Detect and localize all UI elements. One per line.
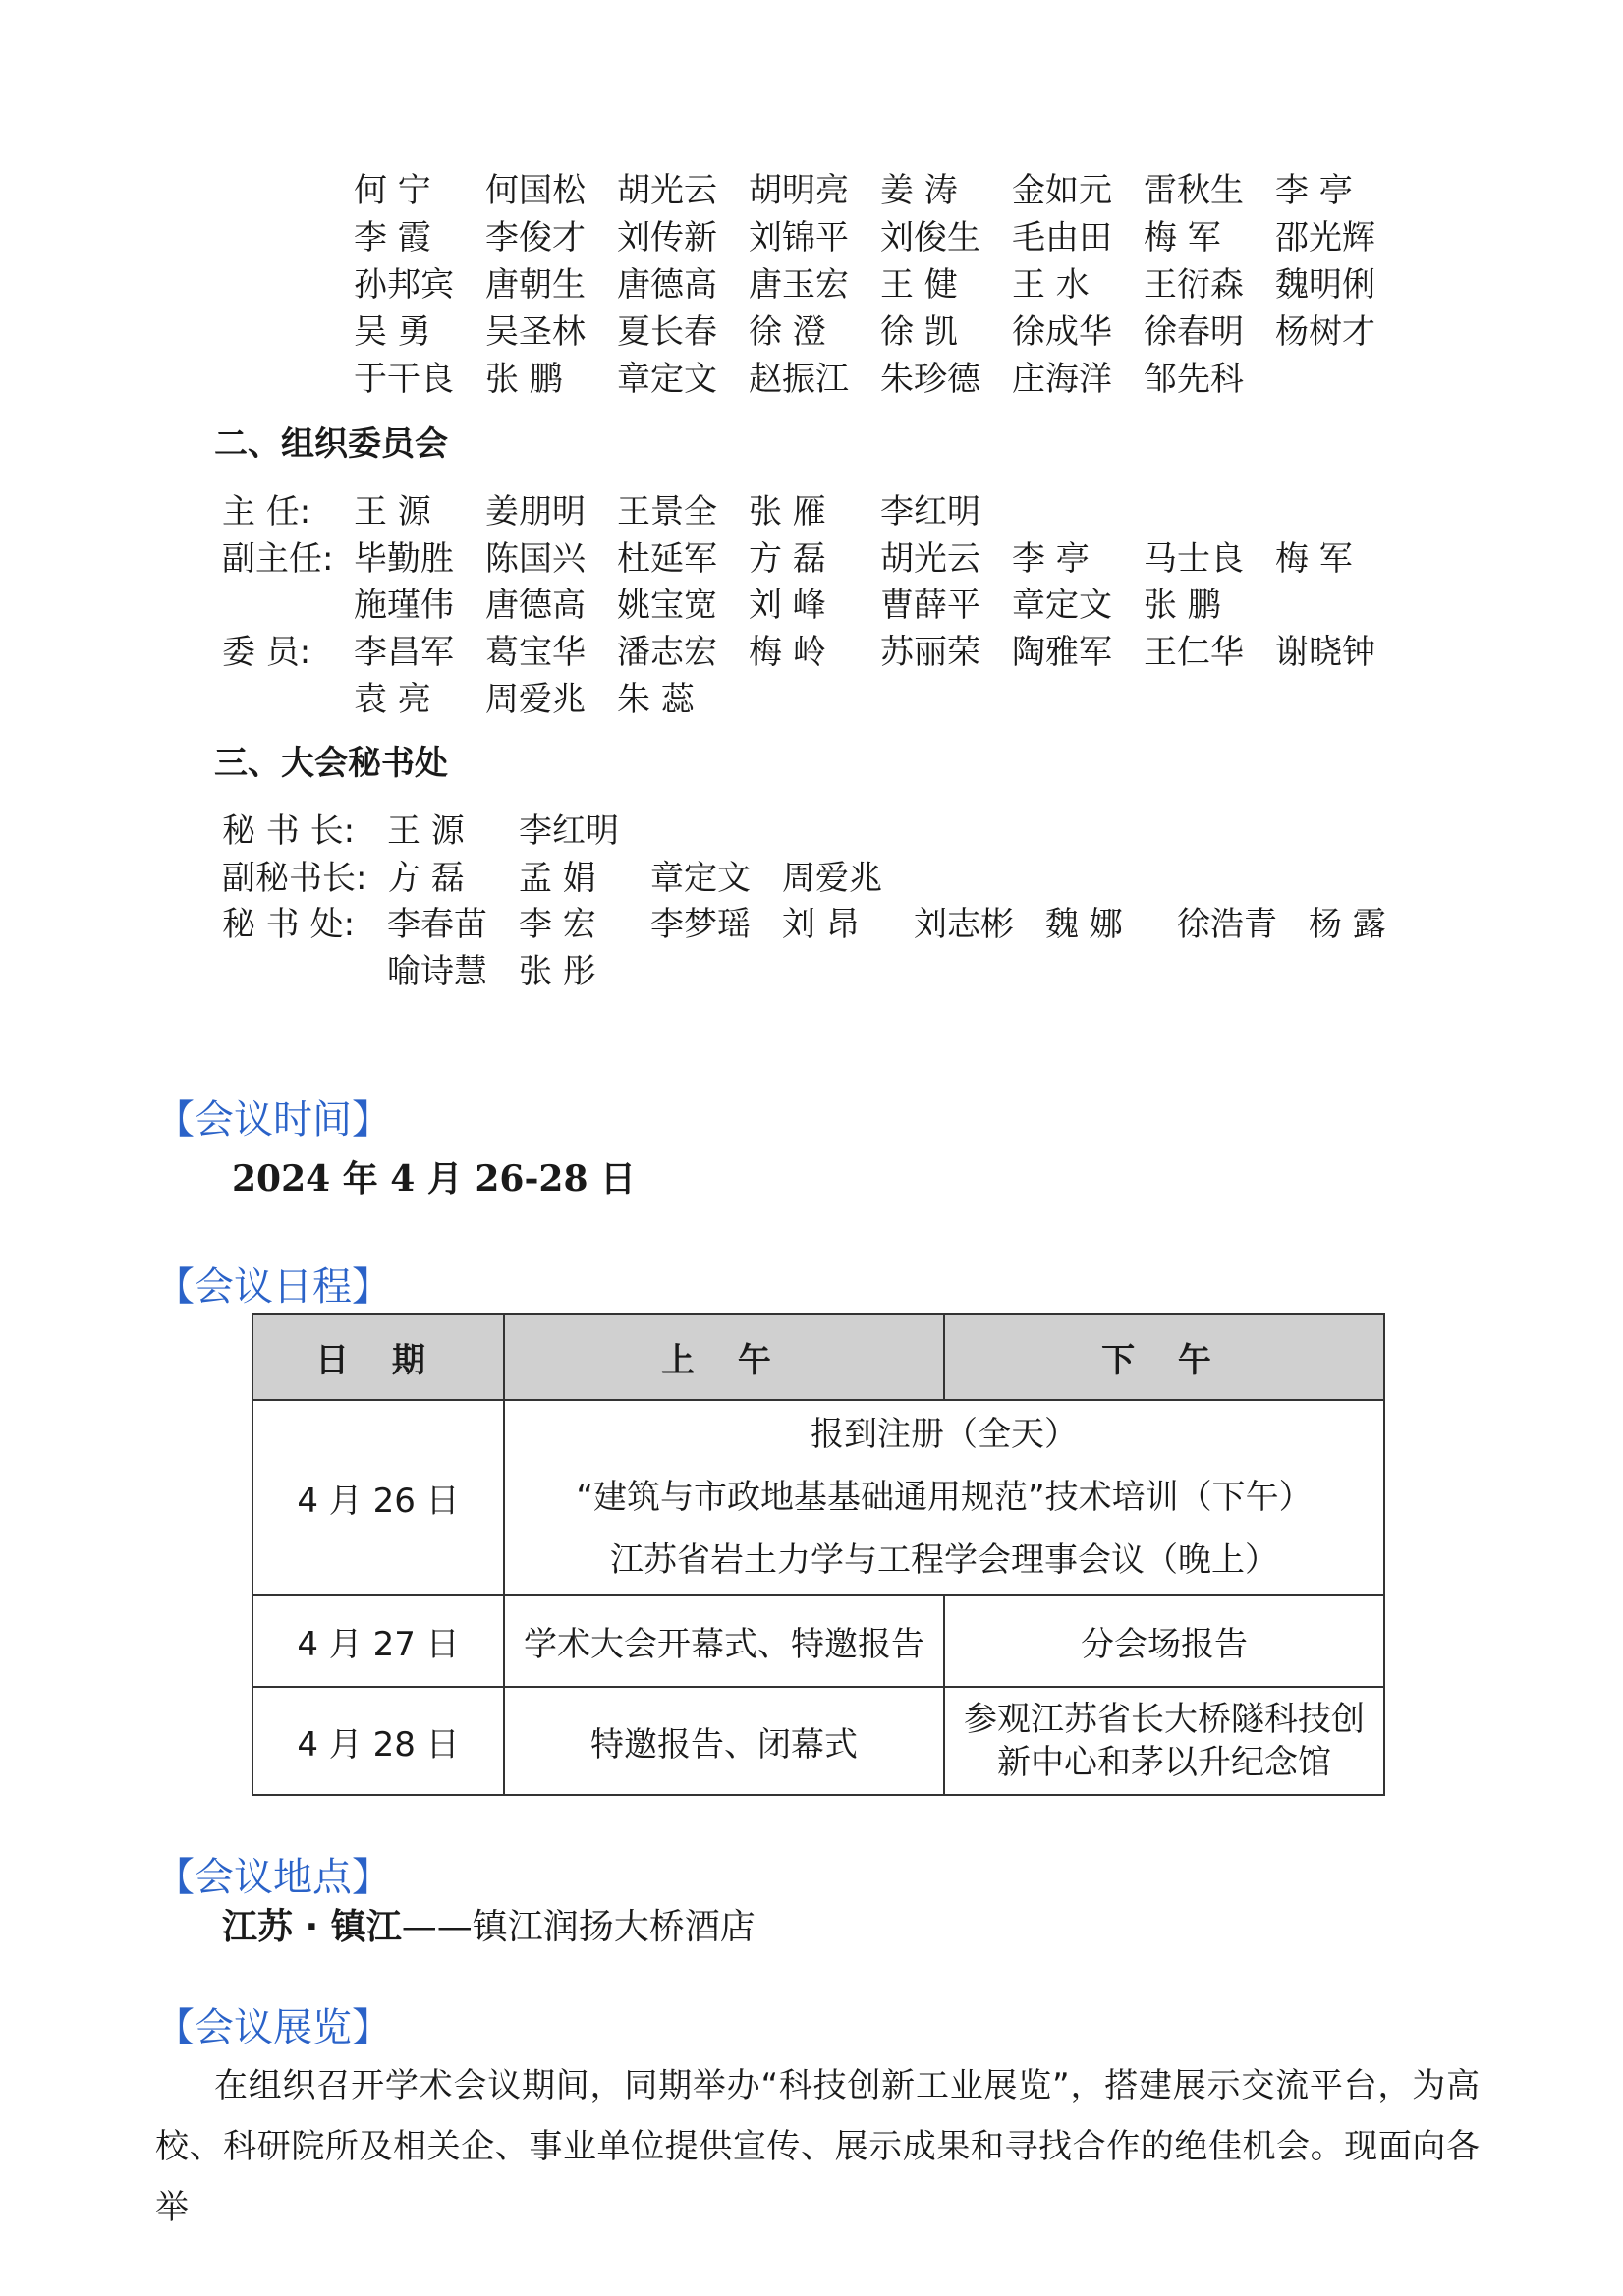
person-name: 唐朝生: [485, 265, 586, 305]
person-name: 章定文: [650, 859, 751, 898]
person-name: 毛由田: [1012, 218, 1112, 257]
person-name: 魏 娜: [1045, 905, 1123, 944]
person-name: 吴 勇: [354, 312, 431, 352]
meeting-date: 2024 年 4 月 26-28 日: [232, 1158, 637, 1200]
person-name: 喻诗慧: [387, 952, 487, 991]
activity-line: “建筑与市政地基基础通用规范”技术培训（下午）: [576, 1478, 1313, 1517]
exhibition-paragraph: 在组织召开学术会议期间，同期举办“科技创新工业展览”，搭建展示交流平台，为高校、科研院所及相关企、事业单位提供宣传、展示成果和寻找合作的绝佳机会。现面向各举: [155, 2066, 1480, 2227]
person-name: 袁 亮: [354, 680, 431, 719]
person-name: 施瑾伟: [354, 586, 454, 625]
person-name: 孙邦宾: [354, 265, 454, 305]
person-name: 王 水: [1012, 265, 1090, 305]
person-name: 姜 涛: [880, 171, 958, 210]
person-name: 朱珍德: [880, 360, 980, 399]
person-name: 徐 澄: [749, 312, 826, 352]
meeting-venue-title: 【会议地点】: [155, 1855, 391, 1900]
person-name: 方 磊: [749, 539, 826, 579]
row-date: 4 月 26 日: [252, 1400, 504, 1595]
person-name: 李 亭: [1012, 539, 1090, 579]
schedule-table: [252, 1313, 1385, 1796]
person-name: 马士良: [1144, 539, 1244, 579]
afternoon-cell: [944, 1687, 1384, 1795]
person-name: 庄海洋: [1012, 360, 1112, 399]
person-name: 梅 岭: [749, 633, 826, 672]
person-name: 潘志宏: [617, 633, 717, 672]
row-date: 4 月 28 日: [252, 1687, 504, 1795]
person-name: 张 彤: [519, 952, 596, 991]
meeting-schedule-title: 【会议日程】: [155, 1264, 391, 1310]
person-name: 王 源: [387, 812, 465, 851]
person-name: 李昌军: [354, 633, 454, 672]
vice-directors-label: 副主任:: [222, 539, 334, 579]
person-name: 章定文: [617, 360, 717, 399]
venue-line: [222, 1903, 756, 1952]
person-name: 胡光云: [880, 539, 980, 579]
person-name: 刘锦平: [749, 218, 849, 257]
header-afternoon: 下 午: [944, 1314, 1384, 1400]
person-name: 刘 昂: [782, 905, 860, 944]
person-name: 唐玉宏: [749, 265, 849, 305]
table-row: [252, 1687, 1384, 1795]
table-header-row: [252, 1314, 1384, 1400]
person-name: 李红明: [519, 812, 619, 851]
person-name: 徐浩青: [1177, 905, 1277, 944]
person-name: 李 亭: [1275, 171, 1353, 210]
person-name: 唐德高: [617, 265, 717, 305]
person-name: 徐 凯: [880, 312, 958, 352]
person-name: 杨 露: [1309, 905, 1386, 944]
person-name: 王 源: [354, 492, 431, 532]
person-name: 王景全: [617, 492, 717, 532]
person-name: 刘 峰: [749, 586, 826, 625]
venue-city: 江苏 · 镇江: [222, 1907, 402, 1947]
person-name: 王 健: [880, 265, 958, 305]
activity-line: 江苏省岩土力学与工程学会理事会议（晚上）: [610, 1540, 1278, 1580]
header-date: 日 期: [252, 1314, 504, 1400]
person-name: 邹先科: [1144, 360, 1244, 399]
person-name: 胡光云: [617, 171, 717, 210]
person-name: 张 鹏: [1144, 586, 1221, 625]
person-name: 刘俊生: [880, 218, 980, 257]
merged-activities-cell: [504, 1400, 1384, 1595]
venue-hotel: ——镇江润扬大桥酒店: [401, 1907, 756, 1947]
person-name: 李 宏: [519, 905, 596, 944]
person-name: 周爱兆: [485, 680, 586, 719]
person-name: 谢晓钟: [1275, 633, 1375, 672]
person-name: 刘志彬: [914, 905, 1014, 944]
org-committee-heading: 二、组织委员会: [214, 424, 448, 464]
person-name: 方 磊: [387, 859, 465, 898]
person-name: 周爱兆: [782, 859, 882, 898]
person-name: 孟 娟: [519, 859, 596, 898]
person-name: 毕勤胜: [354, 539, 454, 579]
meeting-time-title: 【会议时间】: [155, 1097, 391, 1143]
activity-line: 参观江苏省长大桥隧科技创: [964, 1700, 1365, 1739]
exhibition-title: 【会议展览】: [155, 2005, 391, 2050]
person-name: 徐成华: [1012, 312, 1112, 352]
person-name: 于干良: [354, 360, 454, 399]
activity-line: 新中心和茅以升纪念馆: [997, 1743, 1331, 1782]
person-name: 雷秋生: [1144, 171, 1244, 210]
person-name: 徐春明: [1144, 312, 1244, 352]
person-name: 姜朋明: [485, 492, 586, 532]
person-name: 赵振江: [749, 360, 849, 399]
person-name: 杜延军: [617, 539, 717, 579]
secretary-general-label: 秘 书 长:: [222, 812, 356, 851]
activity-line: 报到注册（全天）: [811, 1415, 1078, 1454]
person-name: 魏明俐: [1275, 265, 1375, 305]
person-name: 李红明: [880, 492, 980, 532]
person-name: 夏长春: [617, 312, 717, 352]
person-name: 邵光辉: [1275, 218, 1375, 257]
members-label: 委 员:: [222, 633, 311, 672]
person-name: 朱 蕊: [617, 680, 695, 719]
morning-cell: 学术大会开幕式、特邀报告: [504, 1595, 944, 1687]
table-row: [252, 1595, 1384, 1687]
person-name: 姚宝宽: [617, 586, 717, 625]
person-name: 梅 军: [1275, 539, 1353, 579]
person-name: 王衍森: [1144, 265, 1244, 305]
person-name: 苏丽荣: [880, 633, 980, 672]
person-name: 李 霞: [354, 218, 431, 257]
person-name: 梅 军: [1144, 218, 1221, 257]
afternoon-cell: 分会场报告: [944, 1595, 1384, 1687]
person-name: 王仁华: [1144, 633, 1244, 672]
row-date: 4 月 27 日: [252, 1595, 504, 1687]
person-name: 吴圣林: [485, 312, 586, 352]
person-name: 何 宁: [354, 171, 431, 210]
person-name: 陈国兴: [485, 539, 586, 579]
person-name: 唐德高: [485, 586, 586, 625]
person-name: 李俊才: [485, 218, 586, 257]
person-name: 刘传新: [617, 218, 717, 257]
table-row: [252, 1400, 1384, 1595]
secretariat-heading: 三、大会秘书处: [214, 744, 448, 783]
directors-label: 主 任:: [222, 492, 311, 532]
person-name: 李梦瑶: [650, 905, 751, 944]
deputy-secretary-label: 副秘书长:: [222, 859, 367, 898]
secretariat-office-label: 秘 书 处:: [222, 905, 356, 944]
person-name: 葛宝华: [485, 633, 586, 672]
person-name: 陶雅军: [1012, 633, 1112, 672]
person-name: 胡明亮: [749, 171, 849, 210]
morning-cell: 特邀报告、闭幕式: [504, 1687, 944, 1795]
person-name: 章定文: [1012, 586, 1112, 625]
person-name: 曹薛平: [880, 586, 980, 625]
person-name: 金如元: [1012, 171, 1112, 210]
header-morning: 上 午: [504, 1314, 944, 1400]
person-name: 张 雁: [749, 492, 826, 532]
person-name: 李春苗: [387, 905, 487, 944]
person-name: 张 鹏: [485, 360, 563, 399]
person-name: 何国松: [485, 171, 586, 210]
person-name: 杨树才: [1275, 312, 1375, 352]
